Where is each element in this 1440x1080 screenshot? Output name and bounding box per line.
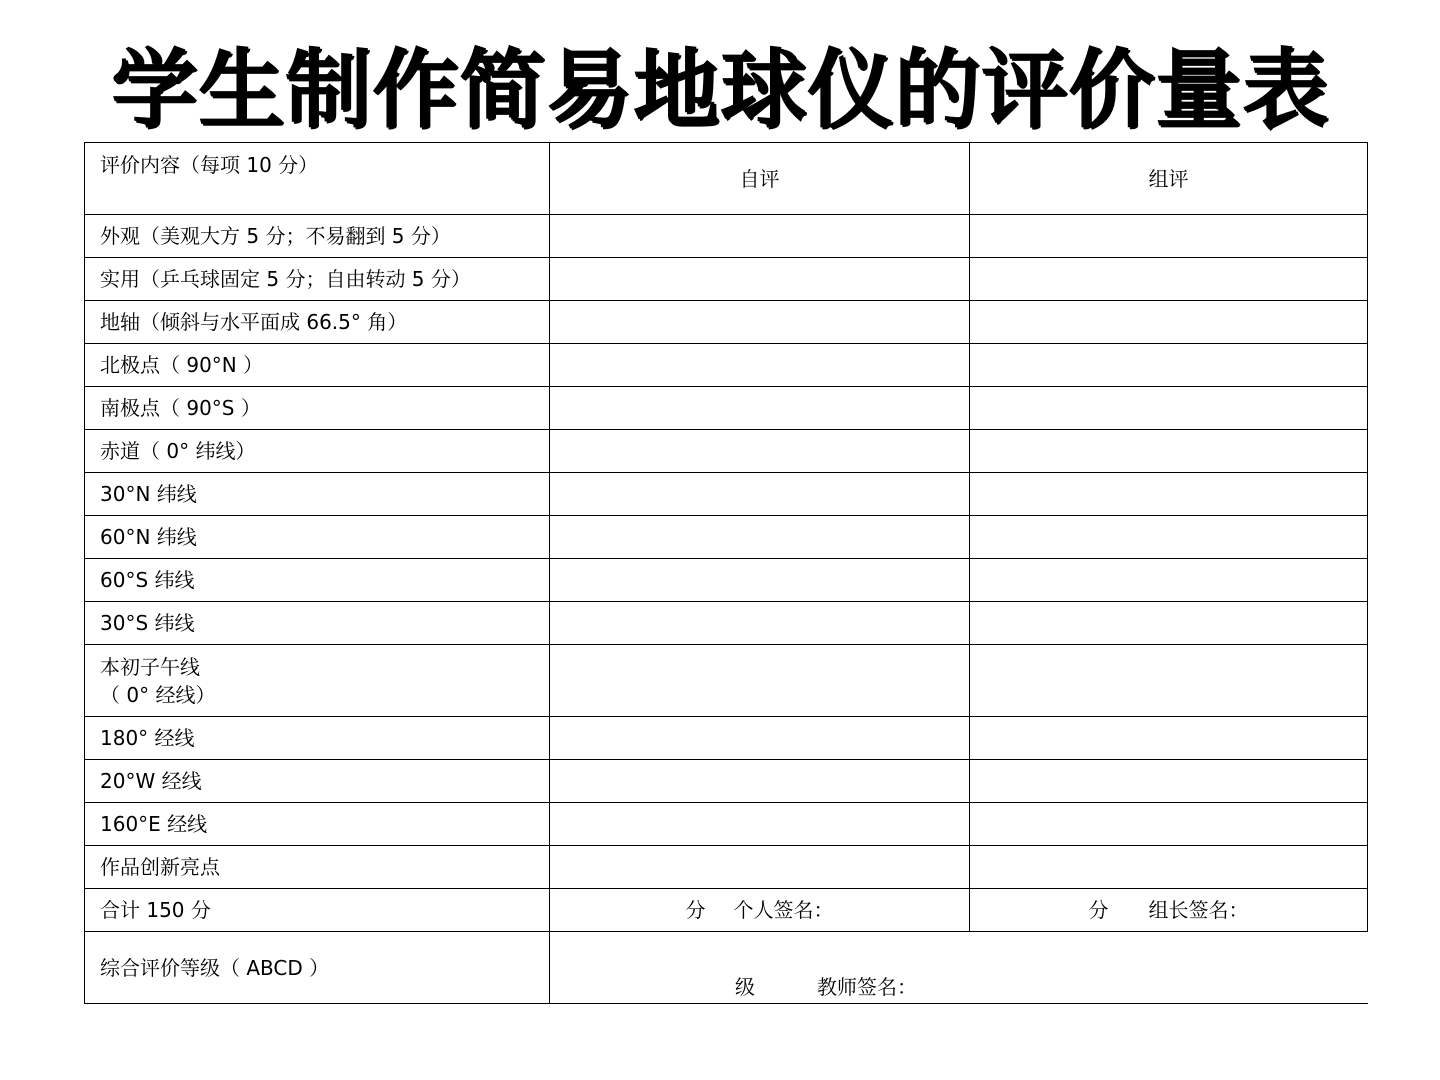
criterion-cell: 赤道（ 0° 纬线） <box>85 430 550 473</box>
group-score-cell[interactable] <box>970 645 1368 717</box>
criterion-cell: 地轴（倾斜与水平面成 66.5° 角） <box>85 301 550 344</box>
self-score-cell[interactable] <box>550 717 970 760</box>
table-row <box>85 559 1368 602</box>
header-group-evaluation: 组评 <box>970 143 1368 215</box>
table-row-prime-meridian <box>85 645 1368 717</box>
self-score-cell[interactable] <box>550 344 970 387</box>
table-header-row <box>85 143 1368 215</box>
group-score-cell[interactable] <box>970 430 1368 473</box>
criterion-cell <box>85 645 550 717</box>
group-score-cell[interactable] <box>970 258 1368 301</box>
table-row <box>85 473 1368 516</box>
table-row <box>85 430 1368 473</box>
self-score-cell[interactable] <box>550 215 970 258</box>
grade-row <box>85 932 1368 1004</box>
group-score-cell[interactable] <box>970 301 1368 344</box>
self-score-cell[interactable] <box>550 258 970 301</box>
criterion-cell: 北极点（ 90°N ） <box>85 344 550 387</box>
group-score-cell[interactable] <box>970 344 1368 387</box>
evaluation-table <box>84 142 1368 1004</box>
header-self-evaluation: 自评 <box>550 143 970 215</box>
table-row <box>85 387 1368 430</box>
criterion-cell: 20°W 经线 <box>85 760 550 803</box>
group-score-cell[interactable] <box>970 516 1368 559</box>
header-criteria: 评价内容（每项 10 分） <box>85 143 550 215</box>
self-score-cell[interactable] <box>550 516 970 559</box>
self-score-cell[interactable] <box>550 760 970 803</box>
group-score-cell[interactable] <box>970 387 1368 430</box>
table-row <box>85 258 1368 301</box>
table-row <box>85 760 1368 803</box>
self-signature-label: 个人签名： <box>733 898 834 922</box>
criterion-cell: 30°S 纬线 <box>85 602 550 645</box>
group-score-cell[interactable] <box>970 559 1368 602</box>
group-total-unit: 分 <box>1088 898 1109 922</box>
total-label: 合计 150 分 <box>85 889 550 932</box>
table-row <box>85 215 1368 258</box>
self-score-cell[interactable] <box>550 645 970 717</box>
self-total-cell[interactable] <box>550 889 970 932</box>
criterion-line-2: （ 0° 经线） <box>100 682 216 707</box>
table-row <box>85 803 1368 846</box>
self-total-unit: 分 <box>685 898 706 922</box>
grade-unit: 级 <box>735 975 755 999</box>
self-score-cell[interactable] <box>550 602 970 645</box>
self-score-cell[interactable] <box>550 846 970 889</box>
self-score-cell[interactable] <box>550 430 970 473</box>
table-row <box>85 516 1368 559</box>
table-row <box>85 344 1368 387</box>
group-score-cell[interactable] <box>970 760 1368 803</box>
grade-value-cell[interactable] <box>550 932 1368 1004</box>
group-score-cell[interactable] <box>970 717 1368 760</box>
self-score-cell[interactable] <box>550 473 970 516</box>
criterion-cell: 实用（乒乓球固定 5 分；自由转动 5 分） <box>85 258 550 301</box>
table-row <box>85 717 1368 760</box>
group-score-cell[interactable] <box>970 803 1368 846</box>
criterion-cell: 30°N 纬线 <box>85 473 550 516</box>
total-row <box>85 889 1368 932</box>
teacher-signature-label: 教师签名： <box>817 975 917 999</box>
group-score-cell[interactable] <box>970 215 1368 258</box>
criterion-cell: 180° 经线 <box>85 717 550 760</box>
table-row <box>85 602 1368 645</box>
group-leader-signature-label: 组长签名： <box>1148 898 1249 922</box>
criterion-cell: 60°N 纬线 <box>85 516 550 559</box>
group-total-cell[interactable] <box>970 889 1368 932</box>
group-score-cell[interactable] <box>970 473 1368 516</box>
group-score-cell[interactable] <box>970 602 1368 645</box>
self-score-cell[interactable] <box>550 301 970 344</box>
criterion-cell: 60°S 纬线 <box>85 559 550 602</box>
criterion-cell: 南极点（ 90°S ） <box>85 387 550 430</box>
page-title: 学生制作简易地球仪的评价量表 <box>111 40 1329 140</box>
table-row <box>85 301 1368 344</box>
group-score-cell[interactable] <box>970 846 1368 889</box>
self-score-cell[interactable] <box>550 387 970 430</box>
criterion-cell: 外观（美观大方 5 分；不易翻到 5 分） <box>85 215 550 258</box>
table-row <box>85 846 1368 889</box>
criterion-line-1: 本初子午线 <box>100 654 200 679</box>
self-score-cell[interactable] <box>550 559 970 602</box>
criterion-cell: 160°E 经线 <box>85 803 550 846</box>
criterion-cell: 作品创新亮点 <box>85 846 550 889</box>
self-score-cell[interactable] <box>550 803 970 846</box>
grade-label: 综合评价等级（ ABCD ） <box>85 932 550 1004</box>
